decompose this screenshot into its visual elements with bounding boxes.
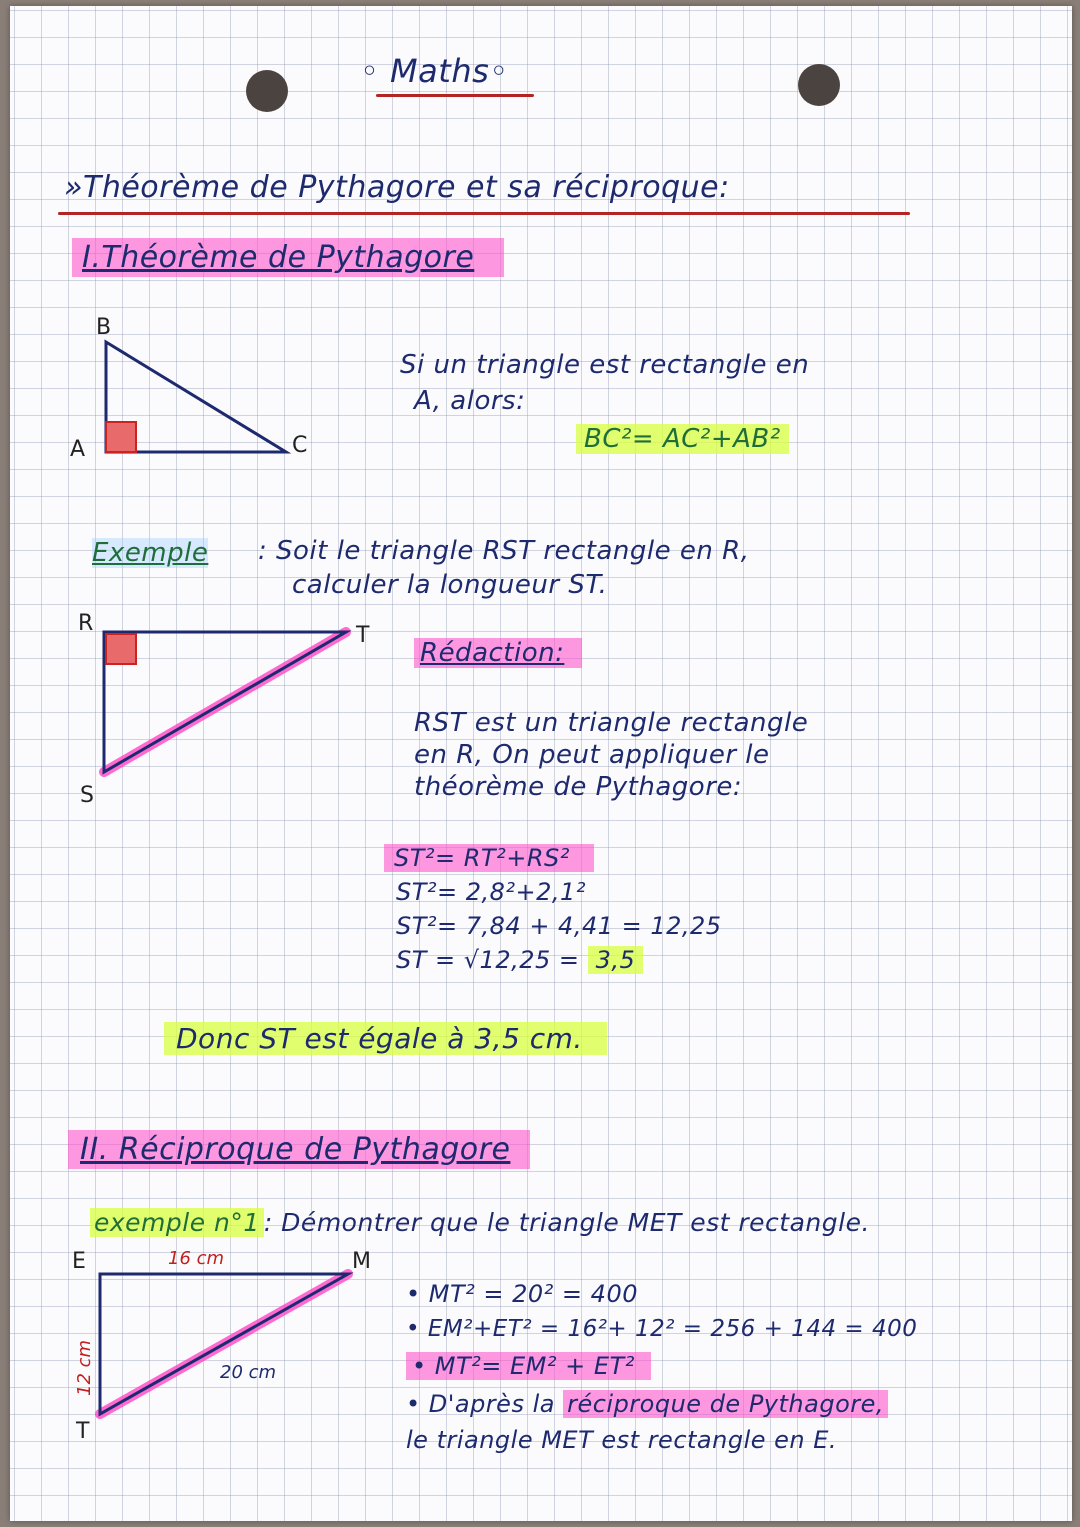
section1-title: I.Théorème de Pythagore bbox=[72, 238, 504, 277]
met-conclusion-prefix: • D'après la bbox=[406, 1390, 564, 1418]
right-angle-marker-a bbox=[106, 422, 136, 452]
triangle-rst bbox=[104, 632, 346, 772]
section2-example-text: : Démontrer que le triangle MET est rectangle. bbox=[263, 1208, 870, 1237]
met-conclusion-highlight: réciproque de Pythagore, bbox=[563, 1390, 888, 1418]
subject-underline bbox=[376, 94, 534, 97]
met-calc-line2: • EM²+ET² = 16²+ 12² = 256 + 144 = 400 bbox=[406, 1316, 918, 1342]
punch-hole-left bbox=[246, 70, 288, 112]
triangle-met-diagram bbox=[64, 1238, 394, 1448]
met-conclusion-line2: le triangle MET est rectangle en E. bbox=[406, 1426, 838, 1454]
redaction-label: Rédaction: bbox=[414, 638, 582, 668]
subject-title: ◦ Maths◦ bbox=[360, 52, 509, 90]
example1-text-line1: : Soit le triangle RST rectangle en R, bbox=[258, 536, 750, 566]
theorem-line2: A, alors: bbox=[414, 386, 526, 416]
redaction-line2: en R, On peut appliquer le bbox=[414, 740, 770, 770]
example1-label: Exemple bbox=[92, 538, 209, 568]
vertex-r-label: R bbox=[78, 611, 94, 636]
triangle-met bbox=[100, 1274, 348, 1414]
calc-substitution: ST²= 2,8²+2,1² bbox=[396, 878, 586, 906]
calc-root bbox=[396, 946, 643, 974]
redaction-line3: théorème de Pythagore: bbox=[414, 772, 743, 802]
calc-root-expression: ST = √12,25 = bbox=[396, 946, 588, 974]
vertex-t-label: T bbox=[356, 623, 370, 648]
vertex-s-label: S bbox=[80, 783, 94, 808]
triangle-rst-diagram bbox=[66, 606, 396, 816]
theorem-formula: BC²= AC²+AB² bbox=[576, 424, 789, 454]
met-calc-line1: • MT² = 20² = 400 bbox=[406, 1280, 638, 1308]
calc-root-result: 3,5 bbox=[588, 946, 644, 974]
vertex-c-label: C bbox=[292, 433, 308, 458]
main-title-underline bbox=[58, 212, 910, 215]
section2-title: II. Réciproque de Pythagore bbox=[68, 1130, 530, 1169]
vertex-m-label: M bbox=[352, 1249, 371, 1274]
side-et-label: 12 cm bbox=[74, 1339, 95, 1396]
example1-conclusion: Donc ST est égale à 3,5 cm. bbox=[164, 1022, 607, 1055]
triangle-abc-diagram bbox=[60, 306, 320, 466]
met-conclusion-line1 bbox=[406, 1390, 888, 1418]
met-calc-line3: • MT²= EM² + ET² bbox=[406, 1352, 651, 1380]
section2-example-label: exemple n°1 bbox=[90, 1208, 264, 1237]
vertex-a-label: A bbox=[70, 437, 86, 462]
notebook-page bbox=[10, 6, 1072, 1521]
side-em-label: 16 cm bbox=[168, 1248, 225, 1269]
theorem-line1: Si un triangle est rectangle en bbox=[400, 350, 810, 380]
section2-example bbox=[90, 1208, 870, 1237]
vertex-e-label: E bbox=[72, 1249, 86, 1274]
right-angle-marker-r bbox=[106, 634, 136, 664]
calc-sum: ST²= 7,84 + 4,41 = 12,25 bbox=[396, 912, 722, 940]
main-title: »Théorème de Pythagore et sa réciproque: bbox=[64, 170, 730, 205]
example1-text-line2: calculer la longueur ST. bbox=[292, 570, 608, 600]
calc-formula: ST²= RT²+RS² bbox=[384, 844, 594, 872]
punch-hole-right bbox=[798, 64, 840, 106]
redaction-line1: RST est un triangle rectangle bbox=[414, 708, 809, 738]
vertex-b-label: B bbox=[96, 315, 112, 340]
side-mt-label: 20 cm bbox=[220, 1362, 277, 1383]
vertex-t2-label: T bbox=[76, 1419, 90, 1444]
